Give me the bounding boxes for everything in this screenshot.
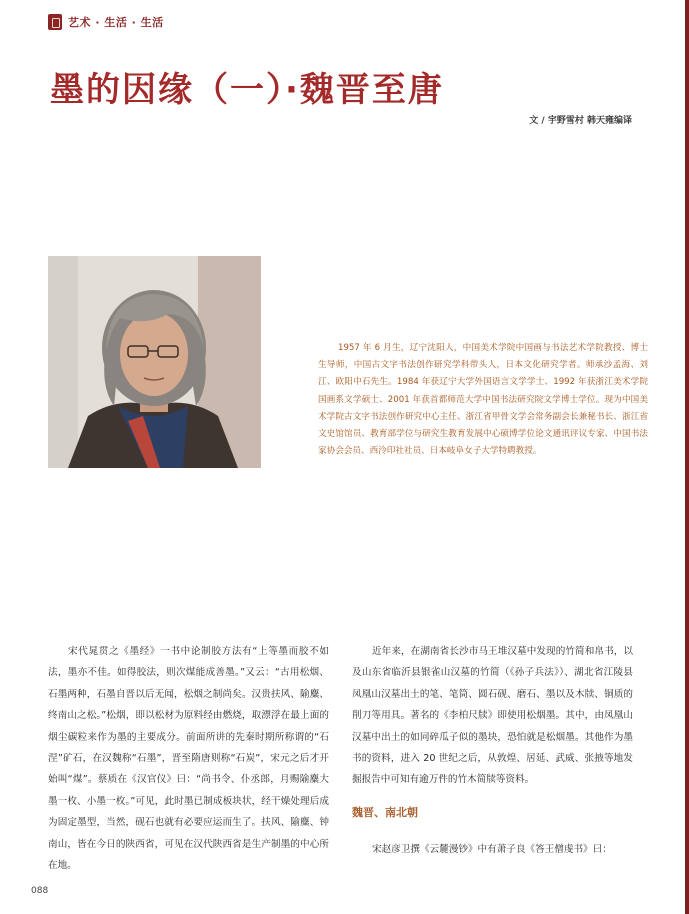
author-bio: 1957 年 6 月生，辽宁沈阳人，中国美术学院中国画与书法艺术学院教授、博士生导师，中国古文字书法创作研究学科带头人，日本文化研究学者。师承沙孟海、刘江、欧阳中石先生。1984 年获辽宁大学外国语言文学学士、1992 年获浙江美术学院国画系文学硕士、2001 年获首都师范大学中国书法研究院文学博士学位。现为中国美术学院古文字书法创作研究中心主任、浙江省甲骨文学会常务副会长兼秘书长、浙江省文史馆馆员、教育部学位与研究生教育发展中心硕博学位论文通讯评议专家、中国书法家协会会员、西泠印社社员、日本岐阜女子大学特聘教授。: [318, 343, 648, 457]
body-column-left: [48, 641, 329, 876]
author-photo: [48, 256, 261, 468]
body-paragraph: 近年来，在湖南省长沙市马王堆汉墓中发现的竹简和帛书，以及山东省临沂县银雀山汉墓的竹简（《孙子兵法》）、湖北省江陵县凤凰山汉墓出土的笔、笔筒、圆石砚、磨石、墨以及木牍、铜质的削刀等用具。著名的《李柏尺牍》即使用松烟墨。其中，由凤凰山汉墓中出土的如同碎瓜子似的墨块，恐怕就是松烟墨。其他作为墨书的资料，进入 20 世纪之后，从敦煌、居延、武威、张掖等地发掘报告中可知有逾万件的竹木简牍等资料。: [352, 646, 633, 786]
section-subheading: 魏晋、南北朝: [352, 805, 418, 819]
body-paragraph: 宋代晁贯之《墨经》一书中论制胶方法有“上等墨而胶不如法，墨亦不佳。如得胶法，则次煤能成善墨。”又云：“古用松烟、石墨两种，石墨自晋以后无闻，松烟之制尚矣。汉贵扶风、隃麋、终南山之松。”松烟，即以松材为原料经由燃烧，取漂浮在最上面的烟尘碳粒来作为墨的主要成分。前面所讲的先秦时期所称谓的“石涅”矿石，在汉魏称“石墨”，晋至隋唐则称“石炭”，宋元之后才开始叫“煤”。蔡质在《汉官仪》曰：“尚书令、仆丞郎，月赐隃麋大墨一枚、小墨一枚。”可见，此时墨已制成板块状，经干燥处理后成为固定墨型，当然，砚石也就有必要应运而生了。扶风、隃麋、钟南山，皆在今日的陕西省，可见在汉代陕西省是生产制墨的中心所在地。: [48, 646, 329, 872]
article-title: 墨的因缘（一）·魏晋至唐: [50, 70, 444, 110]
page-header: [48, 13, 164, 31]
body-paragraph: 宋赵彦卫撰《云麓漫钞》中有萧子良《答王僧虔书》曰：: [372, 843, 612, 855]
page-edge-bar: [685, 0, 689, 914]
article-byline: 文 / 宇野雪村 韩天雍编译: [529, 116, 632, 126]
body-column-right: [352, 641, 633, 860]
page-number: 088: [31, 886, 49, 896]
magazine-logo-icon: [48, 14, 62, 30]
portrait-illustration: [48, 256, 261, 468]
section-label: 艺术 · 生活 · 生活: [68, 16, 164, 29]
